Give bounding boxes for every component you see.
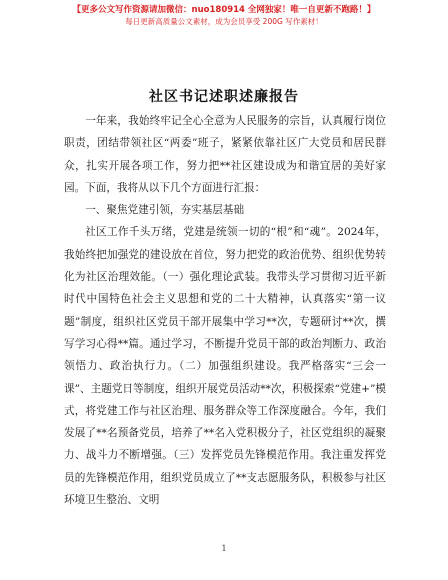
- promo-banner-line-1: 【更多公文写作资源请加微信：nuo180914 全网独家！唯一自更新不跑路！】: [72, 5, 376, 15]
- document-body: [64, 110, 386, 511]
- page-number: 1: [221, 544, 227, 553]
- section-heading: 一、聚焦党建引领，夯实基层基础: [85, 204, 245, 217]
- intro-paragraph: 一年来，我始终牢记全心全意为人民服务的宗旨，认真履行岗位职责，团结带领社区“两委”班子，紧紧依靠社区广大党员和居民群众，扎实开展各项工作，努力把**社区建设成为和谐宜居的美好家园。下面，我将从以下几个方面进行汇报：: [64, 115, 386, 194]
- document-title: 社区书记述职述廉报告: [149, 89, 299, 105]
- body-paragraph: 社区工作千头万绪，党建是统领一切的“根”和“魂”。2024年，我始终把加强党的建设放在首位，努力把党的政治优势、组织优势转化为社区治理效能。（一）强化理论武装。我带头学习贯彻习近平新时代中国特色社会主义思想和党的二十大精神，认真落实“第一议题”制度，组织社区党员干部开展集中学习**次，专题研讨**次，撰写学习心得**篇。通过学习，不断提升党员干部的政治判断力、政治领悟力、政治执行力。（二）加强组织建设。我严格落实“三会一课”、主题党日等制度，组织开展党员活动**次，积极探索“党建+”模式，将党建工作与社区治理、服务群众等工作深度融合。今年，我们发展了**名预备党员，培养了**名入党积极分子，社区党组织的凝聚力、战斗力不断增强。（三）发挥党员先锋模范作用。我注重发挥党员的先锋模范作用，组织党员成立了**支志愿服务队，积极参与社区环境卫生整治、文明: [64, 226, 386, 507]
- promo-banner-line-2: 每日更新高质量公文素材，成为会员享受 200G 写作素材！: [125, 17, 323, 26]
- promo-banner: [0, 4, 448, 27]
